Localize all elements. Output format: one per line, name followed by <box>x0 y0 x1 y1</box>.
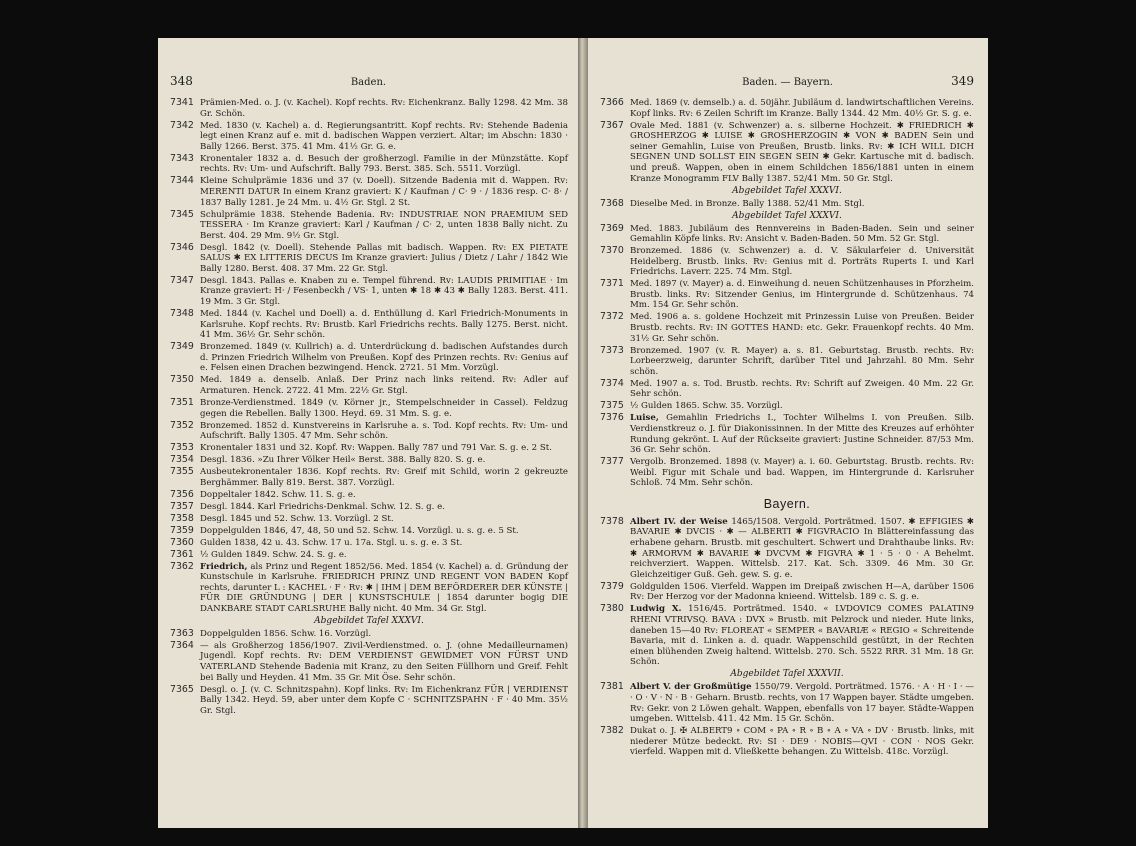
entry-text <box>200 98 568 119</box>
entry-number: 7380 <box>600 603 624 615</box>
entry-number: 7371 <box>600 278 624 290</box>
entry-description: Schulprämie 1838. Stehende Badenia. Rv: INDUSTRIAE NON PRAEMIUM SED TESSERA · Im Kranze graviert: Karl / Kaufman / C· 2, unten 1838 Bally nicht. Zu Berst. 404. 29 Mm. 9½ Gr. Stgl. <box>200 209 568 241</box>
entry-number: 7354 <box>170 454 194 466</box>
entry-text <box>200 398 568 419</box>
entry-number: 7345 <box>170 208 194 220</box>
entry-text <box>630 224 974 245</box>
right-page-header <box>600 74 974 88</box>
entry-number: 7350 <box>170 374 194 386</box>
entry-number: 7343 <box>170 152 194 164</box>
entry-text <box>200 502 568 513</box>
plate-reference: Abgebildet Tafel XXXVI. <box>314 615 424 626</box>
entry-text <box>200 562 568 615</box>
entry-number: 7361 <box>170 548 194 560</box>
entry-number: 7362 <box>170 560 194 572</box>
plate-reference: Abgebildet Tafel XXXVI. <box>732 210 842 221</box>
left-page-number: 348 <box>170 74 193 88</box>
entry-description: 1550/79. Vergold. Porträtmed. 1576. · A · H · I · — · O · V · N · B · Geharn. Brustb. rechts, von 17 Wappen bayer. Städte umgeben. Rv: Gekr. von 2 Löwen gehalt. Wappen, ebenfalls von 17 bayer. Städte-Wappen umgeben. Wittelsb. 411. 42 Mm. 15 Gr. Schön. <box>630 682 974 725</box>
catalog-entry <box>600 346 974 378</box>
entry-text <box>200 375 568 396</box>
plate-reference: Abgebildet Tafel XXXVI. <box>732 185 842 196</box>
entry-number: 7377 <box>600 456 624 468</box>
catalog-entry <box>170 398 568 419</box>
entry-description: als Prinz und Regent 1852/56. Med. 1854 (v. Kachel) a. d. Gründung der Kunstschule in Karlsruhe. FRIEDRICH PRINZ UND REGENT VON BADEN Kopf rechts, darunter L : KACHEL · F · Rv: ✱ | IHM | DEM BEFÖRDERER DER KÜNSTE | FÜR DIE GRÜNDUNG | DER | KUNSTSCHULE | 1854 darunter bogig DIE DANKBARE STADT CARLSRUHE Bally nicht. 40 Mm. 34 Gr. Stgl. <box>200 561 568 614</box>
entry-text <box>200 514 568 525</box>
catalog-entry <box>600 457 974 489</box>
catalog-entry <box>170 467 568 488</box>
entry-text <box>200 154 568 175</box>
entry-lead: Luise, <box>630 413 659 424</box>
catalog-entry <box>600 726 974 758</box>
entry-lead: Albert V. der Großmütige <box>630 682 752 693</box>
entry-text <box>630 517 974 581</box>
catalog-entry <box>170 455 568 466</box>
entry-description: ½ Gulden 1849. Schw. 24. S. g. e. <box>200 549 347 560</box>
entry-text <box>200 121 568 153</box>
entry-description: Med. 1869 (v. demselb.) a. d. 50jähr. Jubiläum d. landwirtschaftlichen Vereins. Kopf links. Rv: 6 Zeilen Schrift im Kranze. Bally 1344. 42 Mm. 40½ Gr. S. g. e. <box>630 98 974 119</box>
entry-number: 7364 <box>170 639 194 651</box>
entry-description: Med. 1830 (v. Kachel) a. d. Regierungsantritt. Kopf rechts. Rv: Stehende Badenia legt einen Kranz auf e. mit d. badischen Wappen verziert. Altar; im Abschn: 1830 · Bally 1266. Berst. 375. 41 Mm. 41½ Gr. G. e. <box>200 120 568 152</box>
entry-text <box>200 526 568 537</box>
entry-text <box>630 379 974 400</box>
entry-number: 7349 <box>170 341 194 353</box>
entry-description: ½ Gulden 1865. Schw. 35. Vorzügl. <box>630 401 783 412</box>
entry-description: 1465/1508. Vergold. Porträtmed. 1507. ✱ EFFIGIES ✱ BAVARIE ✱ DVCIS · ✱ — ALBERTI ✱ FIGVRACIO In Blättereinfassung das erhabene geharn. Brustb. mit geschultert. Schwert und Drahthaube links. Rv: ✱ ARMORVM ✱ BAVARIE ✱ DVCVM ✱ FIGVRA ✱ 1 · 5 · 0 · A Behelmt. reichverziert. Wappen. Wittelsb. 217. Kat. Sch. 3309. 46 Mm. 30 Gr. Gleichzeitiger Guß. Geh. gew. S. g. e. <box>630 516 974 580</box>
entry-number: 7351 <box>170 396 194 408</box>
entry-description: Dukat o. J. ✠ ALBERT9 ∘ COM ∘ PA ∘ R ∘ B ∘ A ∘ VA ∘ DV · Brustb. links, mit niederer Mütze bedeckt. Rv: SI · DE9 · NOBIS—QVI · CON · NOS Gekr. vierfeld. Wappen mit d. Vließkette behangen. Zu Wittelsb. 418c. Vorzügl. <box>630 726 974 758</box>
catalog-entry <box>170 490 568 501</box>
entry-text <box>630 604 974 668</box>
entry-description: Desgl. 1843. Pallas e. Knaben zu e. Tempel führend. Rv: LAUDIS PRIMITIAE · Im Kranze graviert: H· / Fesenbeckh / VS· 1, unten ✱ 18 ✱ 43 ✱ Bally 1283. Berst. 411. 19 Mm. 3 Gr. Stgl. <box>200 275 568 308</box>
entry-description: — als Großherzog 1856/1907. Zivil-Verdienstmed. o. J. (ohne Medailleurnamen) Jugendl. Kopf rechts. Rv: DEM VERDIENST GEWIDMET VON FÜRST UND VATERLAND Stehende Badenia mit Kranz, zu den Seiten Füllhorn und Greif. Fehlt bei Bally und Heyden. 41 Mm. 35 Gr. Mit Öse. Sehr schön. <box>200 640 568 683</box>
entry-description: Med. 1906 a. s. goldene Hochzeit mit Prinzessin Luise von Preußen. Beider Brustb. rechts. Rv: IN GOTTES HAND: etc. Gekr. Frauenkopf rechts. 40 Mm. 31½ Gr. Sehr schön. <box>630 312 974 344</box>
entry-description: Vergolb. Bronzemed. 1898 (v. Mayer) a. i. 60. Geburtstag. Brustb. rechts. Rv: Weibl. Figur mit Schale und bad. Wappen, im Hintergrunde d. Karlsruher Schloß. 74 Mm. Sehr schön. <box>630 457 974 489</box>
entry-text <box>200 455 568 466</box>
catalog-entry <box>600 312 974 344</box>
catalog-entry <box>600 224 974 245</box>
entry-description: Desgl. 1844. Karl Friedrichs-Denkmal. Schw. 12. S. g. e. <box>200 501 445 512</box>
entry-lead: Ludwig X. <box>630 604 682 615</box>
catalog-entry <box>600 199 974 210</box>
entry-text <box>200 641 568 683</box>
entry-number: 7358 <box>170 512 194 524</box>
entry-text <box>200 538 568 549</box>
entry-description: Desgl. o. J. (v. C. Schnitzspahn). Kopf links. Rv: Im Eichenkranz FÜR | VERDIENST Bally 1342. Heyd. 59, aber unter dem Kopfe C · SCHNITZSPAHN · F · 40 Mm. 35½ Gr. Stgl. <box>200 684 568 716</box>
entry-number: 7376 <box>600 412 624 424</box>
entry-number: 7363 <box>170 627 194 639</box>
catalog-entry <box>170 562 568 615</box>
entry-description: Kronentaler 1831 und 32. Kopf. Rv: Wappen. Bally 787 und 791 Var. S. g. e. 2 St. <box>200 443 552 454</box>
catalog-entry <box>170 629 568 640</box>
entry-description: Bronzemed. 1886 (v. Schwenzer) a. d. V. Säkularfeier d. Universität Heidelberg. Brustb. links. Rv: Genius mit d. Porträts Ruperts I. und Karl Friedrichs. Laverr. 225. 74 Mm. Stgl. <box>630 246 974 278</box>
entry-text <box>630 346 974 378</box>
entry-number: 7348 <box>170 308 194 320</box>
entry-text <box>200 443 568 454</box>
catalog-entry <box>600 401 974 412</box>
entry-lead: Albert IV. der Weise <box>630 516 728 527</box>
entry-text <box>200 490 568 501</box>
entry-number: 7342 <box>170 119 194 131</box>
entry-number: 7365 <box>170 683 194 695</box>
catalog-entry <box>170 121 568 153</box>
entry-number: 7356 <box>170 488 194 500</box>
entry-description: Med. 1883. Jubiläum des Rennvereins in Baden-Baden. Sein und seiner Gemahlin Köpfe links. Rv: Ansicht v. Baden-Baden. 50 Mm. 52 Gr. Stgl. <box>630 223 974 245</box>
right-page <box>588 38 988 828</box>
entry-description: Bronzemed. 1907 (v. R. Mayer) a. s. 81. Geburtstag. Brustb. rechts. Rv: Lorbeerzweig, darunter Schrift, darüber Titel und Jahrzahl. 80 Mm. Sehr schön. <box>630 345 974 377</box>
entry-text <box>200 176 568 208</box>
catalog-entry <box>600 517 974 581</box>
entry-number: 7355 <box>170 466 194 478</box>
entry-number: 7375 <box>600 400 624 412</box>
entry-text <box>630 246 974 278</box>
catalog-entry <box>600 98 974 119</box>
entry-text <box>200 243 568 275</box>
entry-text <box>630 682 974 724</box>
entry-text <box>630 457 974 489</box>
entry-number: 7367 <box>600 119 624 131</box>
entry-number: 7347 <box>170 274 194 286</box>
entry-text <box>200 421 568 442</box>
entry-description: Desgl. 1842 (v. Doell). Stehende Pallas mit badisch. Wappen. Rv: EX PIETATE SALUS ✱ EX LITTERIS DECUS Im Kranze graviert: Julius / Dietz / Lahr / 1842 Wie Bally 1280. Berst. 408. 37 Mm. 22 Gr. Stgl. <box>200 242 568 274</box>
right-running-head: Baden. — Bayern. <box>742 77 833 88</box>
catalog-entry <box>170 154 568 175</box>
entry-text <box>630 582 974 603</box>
right-entries <box>600 98 974 758</box>
plate-reference: Abgebildet Tafel XXXVII. <box>730 669 844 680</box>
catalog-entry <box>170 502 568 513</box>
left-running-head: Baden. <box>350 77 387 88</box>
entry-number: 7346 <box>170 241 194 253</box>
entry-text <box>630 312 974 344</box>
catalog-entry <box>600 246 974 278</box>
entry-number: 7379 <box>600 580 624 592</box>
entry-description: Doppelgulden 1846, 47, 48, 50 und 52. Schw. 14. Vorzügl. u. s. g. e. 5 St. <box>200 525 519 536</box>
entry-number: 7359 <box>170 524 194 536</box>
catalog-entry <box>600 379 974 400</box>
entry-number: 7360 <box>170 536 194 548</box>
left-page <box>158 38 578 828</box>
entry-text <box>630 726 974 758</box>
entry-text <box>200 276 568 308</box>
catalog-entry <box>600 279 974 311</box>
catalog-entry <box>170 641 568 683</box>
entry-description: Kronentaler 1832 a. d. Besuch der großherzogl. Familie in der Münzstätte. Kopf rechts. Rv: Um- und Aufschrift. Bally 793. Berst. 385. Sch. 5511. Vorzügl. <box>200 153 568 175</box>
entry-number: 7357 <box>170 500 194 512</box>
catalog-entry <box>170 176 568 208</box>
entry-number: 7373 <box>600 344 624 356</box>
catalog-entry <box>600 604 974 668</box>
section-heading: Bayern. <box>763 496 811 511</box>
entry-description: Dieselbe Med. in Bronze. Bally 1388. 52/41 Mm. Stgl. <box>630 198 865 209</box>
right-page-number: 349 <box>951 74 974 88</box>
catalog-entry <box>170 309 568 341</box>
catalog-entry <box>600 121 974 185</box>
catalog-entry <box>170 342 568 374</box>
catalog-entry <box>170 421 568 442</box>
entry-description: Doppeltaler 1842. Schw. 11. S. g. e. <box>200 489 356 500</box>
entry-text <box>630 401 974 412</box>
entry-number: 7382 <box>600 725 624 737</box>
entry-description: 1516/45. Porträtmed. 1540. « LVDOVIC9 COMES PALATIN9 RHENI VTRIVSQ. BAVA : DVX » Brustb. mit Pelzrock und nieder. Hute links, daneben 15—40 Rv: FLOREAT « SEMPER « BAVARIÆ « REGIO « Schreitende Bavaria, mit d. Linken a. d. quadr. Wappenschild gestützt, in der Rechten einen blühenden Zweig haltend. Wittelsb. 270. Sch. 5522 RRR. 31 Mm. 18 Gr. Schön. <box>630 604 974 668</box>
catalog-entry <box>170 685 568 717</box>
entry-description: Gemahlin Friedrichs I., Tochter Wilhelms I. von Preußen. Silb. Verdienstkreuz o. J. für Diakonissinnen. In der Mitte des Kreuzes auf erhöhter Rundung gekrönt. L Auf der Rückseite graviert: Justine Schneider. 87/53 Mm. 36 Gr. Sehr schön. <box>630 413 974 456</box>
entry-number: 7372 <box>600 311 624 323</box>
entry-text <box>200 309 568 341</box>
catalog-entry <box>170 538 568 549</box>
entry-text <box>630 121 974 185</box>
catalog-entry <box>170 375 568 396</box>
entry-text <box>200 467 568 488</box>
catalog-entry <box>170 98 568 119</box>
entry-description: Kleine Schulprämie 1836 und 37 (v. Doell). Sitzende Badenia mit d. Wappen. Rv: MERENTI DATUR In einem Kranz graviert: K / Kaufman / C· 9 · / 1836 resp. C· 8· / 1837 Bally 1281. Je 24 Mm. u. 4½ Gr. Stgl. 2 St. <box>200 176 568 208</box>
entry-text <box>630 199 974 210</box>
entry-text <box>200 210 568 242</box>
entry-description: Med. 1897 (v. Mayer) a. d. Einweihung d. neuen Schützenhauses in Pforzheim. Brustb. links. Rv: Sitzender Genius, im Hintergrunde d. Schützenhaus. 74 Mm. 154 Gr. Sehr schön. <box>630 279 975 311</box>
entry-text <box>200 685 568 717</box>
entry-lead: Friedrich, <box>200 561 248 572</box>
entry-number: 7370 <box>600 245 624 257</box>
entry-description: Desgl. 1836. »Zu Ihrer Völker Heil« Berst. 388. Bally 820. S. g. e. <box>200 455 486 466</box>
catalog-entry <box>170 550 568 561</box>
entry-text <box>630 413 974 455</box>
catalog-entry <box>170 526 568 537</box>
catalog-entry <box>170 443 568 454</box>
left-page-header <box>170 74 568 88</box>
entry-number: 7378 <box>600 515 624 527</box>
catalog-entry <box>170 210 568 242</box>
entry-description: Med. 1844 (v. Kachel und Doell) a. d. Enthüllung d. Karl Friedrich-Monuments in Karlsruhe. Kopf rechts. Rv: Brustb. Karl Friedrichs rechts. Bally 1275. Berst. nicht. 41 Mm. 36½ Gr. Sehr schön. <box>200 309 568 341</box>
entry-description: Prämien-Med. o. J. (v. Kachel). Kopf rechts. Rv: Eichenkranz. Bally 1298. 42 Mm. 38 Gr. Schön. <box>200 98 568 119</box>
catalog-entry <box>170 243 568 275</box>
catalog-entry <box>170 514 568 525</box>
entry-description: Doppelgulden 1856. Schw. 16. Vorzügl. <box>200 628 372 639</box>
entry-number: 7344 <box>170 175 194 187</box>
entry-number: 7374 <box>600 377 624 389</box>
entry-description: Med. 1907 a. s. Tod. Brustb. rechts. Rv: Schrift auf Zweigen. 40 Mm. 22 Gr. Sehr schön. <box>630 378 974 400</box>
entry-number: 7369 <box>600 222 624 234</box>
entry-text <box>200 629 568 640</box>
entry-description: Desgl. 1845 und 52. Schw. 13. Vorzügl. 2 St. <box>200 513 394 524</box>
entry-number: 7381 <box>600 681 624 693</box>
entry-description: Ausbeutekronentaler 1836. Kopf rechts. Rv: Greif mit Schild, worin 2 gekreuzte Berghämmer. Bally 819. Berst. 387. Vorzügl. <box>200 467 568 488</box>
entry-text <box>630 98 974 119</box>
book-gutter <box>578 38 588 828</box>
catalog-entry <box>600 682 974 724</box>
entry-number: 7341 <box>170 97 194 108</box>
entry-text <box>200 550 568 561</box>
left-entries <box>170 98 568 716</box>
entry-number: 7366 <box>600 97 624 108</box>
entry-number: 7353 <box>170 442 194 454</box>
entry-description: Gulden 1838, 42 u. 43. Schw. 17 u. 17a. Stgl. u. s. g. e. 3 St. <box>200 537 463 548</box>
catalog-entry <box>600 413 974 455</box>
entry-description: Bronze-Verdienstmed. 1849 (v. Körner jr., Stempelschneider in Cassel). Feldzug gegen die Rebellen. Bally 1300. Heyd. 69. 31 Mm. S. g. e. <box>200 397 568 419</box>
catalog-entry <box>600 582 974 603</box>
entry-text <box>200 342 568 374</box>
entry-description: Ovale Med. 1881 (v. Schwenzer) a. s. silberne Hochzeit. ✱ FRIEDRICH ✱ GROSHERZOG ✱ LUISE ✱ GROSHERZOGIN ✱ VON ✱ BADEN Sein und seiner Gemahlin, Luise von Preußen, Brustb. links. Rv: ✱ ICH WILL DICH SEGNEN UND SOLLST EIN SEGEN SEIN ✱ Gekr. Kartusche mit d. badisch. und preuß. Wappen, oben in einem Schildchen 1856/1881 unten in einem Kranze Monogramm FLV Bally 1387. 52/41 Mm. 50 Gr. Stgl. <box>630 120 974 184</box>
entry-description: Goldgulden 1506. Vierfeld. Wappen im Dreipaß zwischen H—A, darüber 1506 Rv: Der Herzog vor der Madonna knieend. Wittelsb. 189 c. S. g. e. <box>630 581 974 603</box>
entry-description: Med. 1849 a. denselb. Anlaß. Der Prinz nach links reitend. Rv: Adler auf Armaturen. Henck. 2722. 41 Mm. 22½ Gr. Stgl. <box>200 375 568 396</box>
entry-number: 7352 <box>170 419 194 431</box>
catalog-entry <box>170 276 568 308</box>
entry-text <box>630 279 974 311</box>
entry-number: 7368 <box>600 197 624 209</box>
entry-description: Bronzemed. 1852 d. Kunstvereins in Karlsruhe a. s. Tod. Kopf rechts. Rv: Um- und Aufschrift. Bally 1305. 47 Mm. Sehr schön. <box>200 420 568 442</box>
entry-description: Bronzemed. 1849 (v. Kullrich) a. d. Unterdrückung d. badischen Aufstandes durch d. Prinzen Friedrich Wilhelm von Preußen. Kopf des Prinzen rechts. Rv: Genius auf e. Felsen einen Drachen bezwingend. Henck. 2721. 51 Mm. Vorzügl. <box>200 342 568 374</box>
